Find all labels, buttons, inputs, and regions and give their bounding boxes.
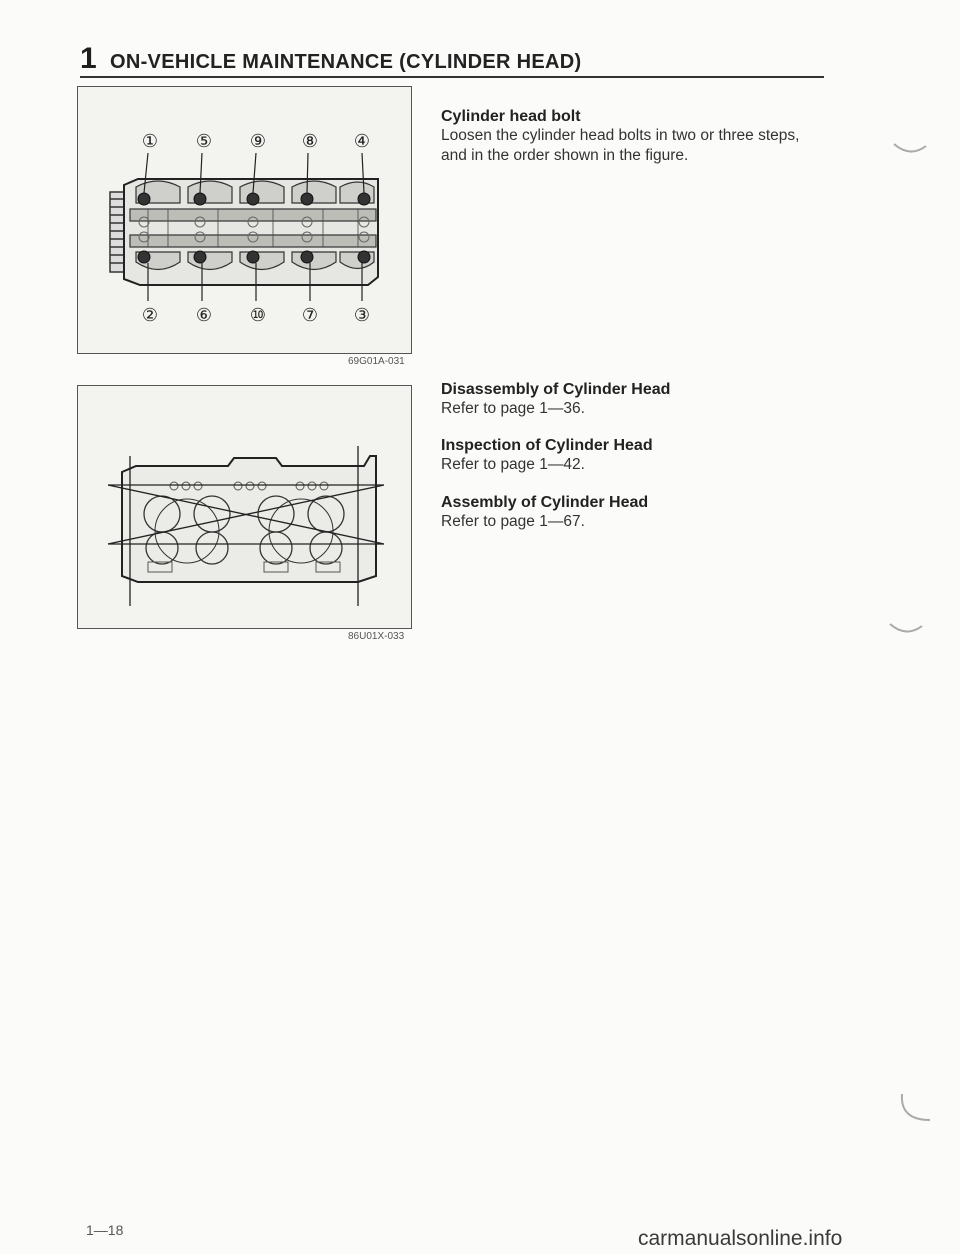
bolt-order-label: ① bbox=[141, 131, 159, 152]
binder-hole-mark bbox=[890, 140, 930, 160]
assembly-section bbox=[441, 493, 841, 532]
bolt-order-label: ② bbox=[141, 305, 159, 326]
bolt-order-label: ⑨ bbox=[249, 131, 267, 152]
disassembly-section bbox=[441, 380, 841, 419]
section-heading: Disassembly of Cylinder Head bbox=[441, 381, 671, 398]
watermark: carmanualsonline.info bbox=[638, 1227, 843, 1250]
bolt-order-label: ⑦ bbox=[301, 305, 319, 326]
cylinder-head-top-view-drawing bbox=[78, 87, 411, 353]
bolt-order-label: ④ bbox=[353, 131, 371, 152]
cylinder-head-gasket-face bbox=[122, 456, 376, 582]
section-heading: Inspection of Cylinder Head bbox=[441, 437, 653, 454]
bolt-order-label: ③ bbox=[353, 305, 371, 326]
binder-hole-mark bbox=[886, 620, 926, 640]
section-number: 1 bbox=[80, 42, 97, 75]
figure-code: 86U01X-033 bbox=[348, 631, 405, 642]
page-title: ON-VEHICLE MAINTENANCE (CYLINDER HEAD) bbox=[110, 51, 582, 73]
page-reference: Refer to page 1—42. bbox=[441, 456, 585, 473]
section-body: and in the order shown in the figure. bbox=[441, 147, 689, 164]
page-number: 1—18 bbox=[86, 1222, 124, 1238]
inspection-section bbox=[441, 436, 841, 475]
header-rule bbox=[80, 76, 824, 78]
page-reference: Refer to page 1—67. bbox=[441, 513, 585, 530]
cylinder-head-bottom-view-drawing bbox=[78, 386, 411, 628]
bolt-order-figure bbox=[77, 86, 412, 354]
bolt-order-label: ⑩ bbox=[249, 305, 267, 326]
cylinder-head-bolt-section bbox=[441, 107, 841, 166]
section-heading: Cylinder head bolt bbox=[441, 108, 581, 125]
figure-code: 69G01A-031 bbox=[348, 356, 405, 367]
camshaft-sprocket bbox=[110, 192, 124, 272]
bolt-order-label: ⑧ bbox=[301, 131, 319, 152]
bolt-order-label: ⑥ bbox=[195, 305, 213, 326]
section-body: Loosen the cylinder head bolts in two or three steps, bbox=[441, 127, 800, 144]
head-flatness-figure bbox=[77, 385, 412, 629]
bolt-order-label: ⑤ bbox=[195, 131, 213, 152]
page-reference: Refer to page 1—36. bbox=[441, 400, 585, 417]
section-heading: Assembly of Cylinder Head bbox=[441, 494, 649, 511]
binder-hole-mark bbox=[896, 1090, 936, 1126]
